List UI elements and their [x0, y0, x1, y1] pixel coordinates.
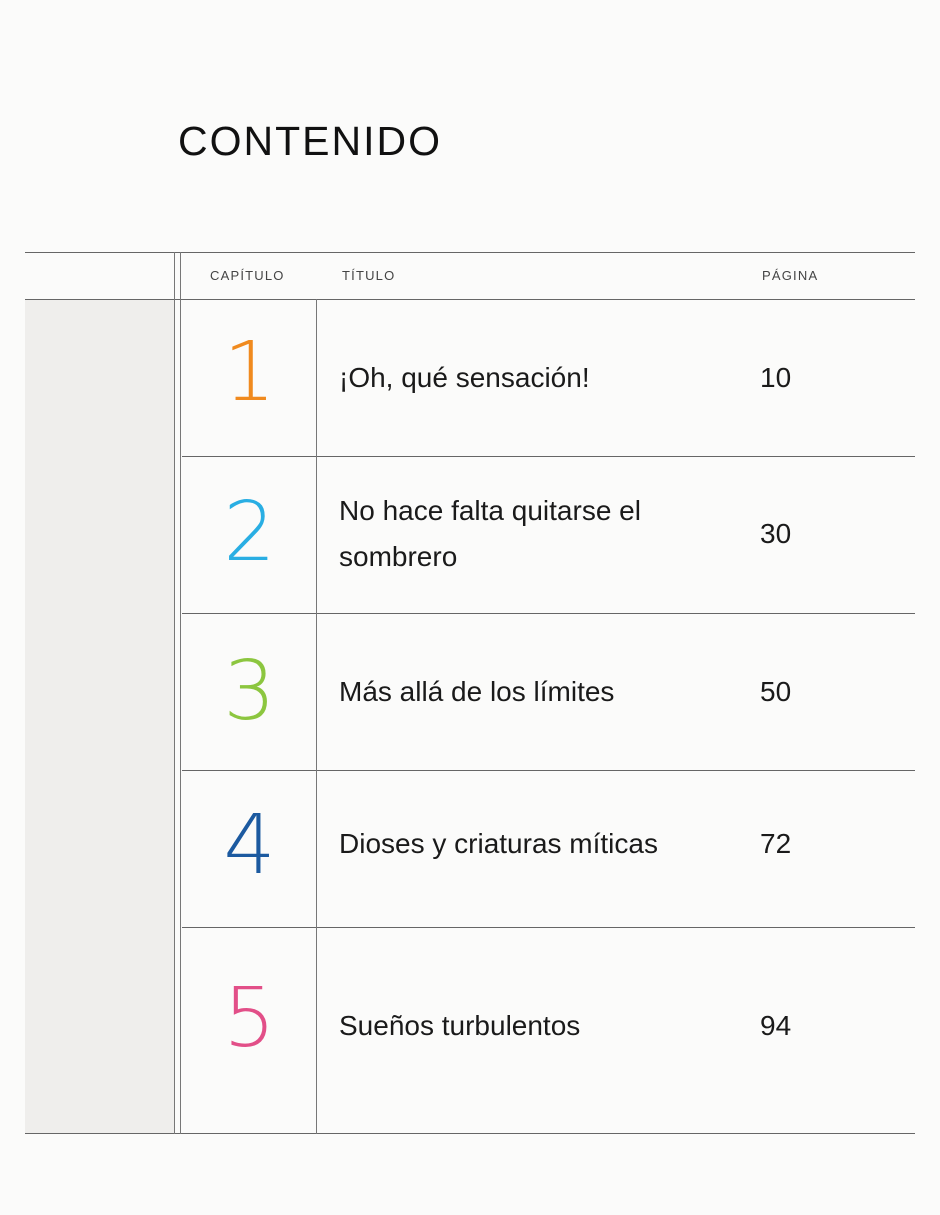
- chapter-number: 1: [223, 325, 276, 420]
- chapter-title: No hace falta quitarse el sombrero: [339, 495, 641, 572]
- top-rule: [25, 252, 915, 253]
- chapter-page: 10: [760, 362, 792, 393]
- header-chapter: CAPÍTULO: [210, 268, 285, 283]
- bottom-rule: [25, 1133, 915, 1134]
- chapter-title: Sueños turbulentos: [339, 1010, 581, 1041]
- left-margin-panel: [25, 299, 174, 1134]
- header-title: TÍTULO: [342, 268, 396, 283]
- chapter-page: 72: [760, 828, 792, 859]
- chapter-number: 5: [223, 971, 276, 1066]
- header-page: PÁGINA: [762, 268, 819, 283]
- chapter-number: 4: [223, 798, 276, 893]
- chapter-title: ¡Oh, qué sensación!: [339, 362, 590, 393]
- chapter-page: 50: [760, 676, 792, 707]
- toc-row[interactable]: [182, 613, 915, 770]
- column-rule: [174, 252, 175, 1134]
- page-title: CONTENIDO: [178, 118, 442, 164]
- column-rule: [180, 252, 181, 1134]
- chapter-page: 30: [760, 518, 792, 549]
- toc-row[interactable]: [182, 456, 915, 613]
- table-of-contents: [25, 252, 915, 1134]
- chapter-number: 3: [223, 644, 276, 739]
- chapter-title: Más allá de los límites: [339, 676, 615, 707]
- toc-row[interactable]: [182, 299, 915, 456]
- toc-row[interactable]: [182, 770, 915, 927]
- chapter-page: 94: [760, 1010, 792, 1041]
- chapter-number: 2: [223, 485, 276, 580]
- chapter-title: Dioses y criaturas míticas: [339, 828, 658, 859]
- toc-row[interactable]: [182, 927, 915, 1133]
